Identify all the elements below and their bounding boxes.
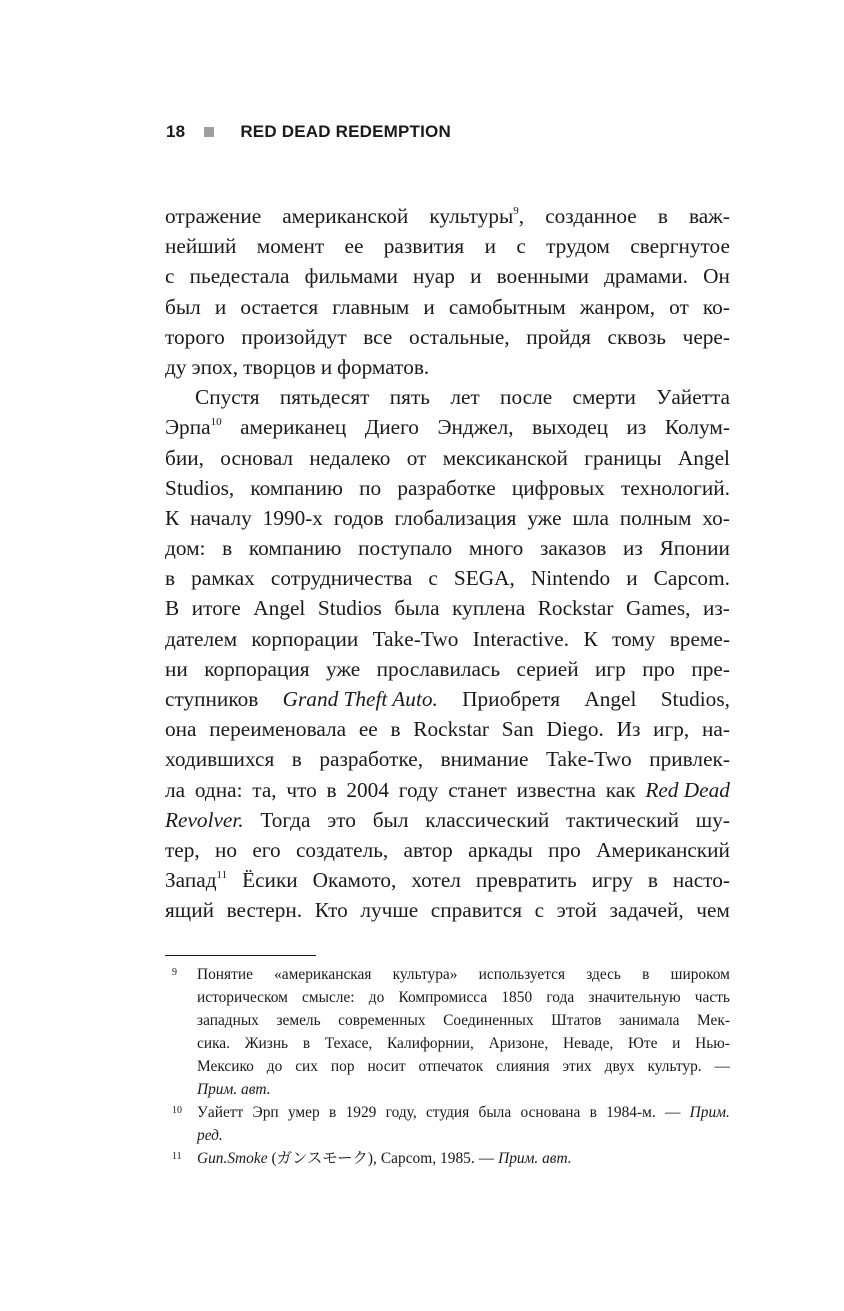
word: лет xyxy=(450,385,480,410)
word: Спустя xyxy=(195,385,260,410)
word: (ガンスモーク), xyxy=(271,1150,377,1167)
word: пять xyxy=(389,385,430,410)
word: корпорация xyxy=(204,656,310,681)
word: ступников xyxy=(165,687,259,711)
word: драмами. xyxy=(604,264,688,289)
word: и xyxy=(214,294,227,319)
word: из xyxy=(626,415,647,440)
text-line xyxy=(165,684,730,714)
word: границы xyxy=(584,445,662,470)
text-line xyxy=(165,744,730,774)
word: сквозь xyxy=(607,324,667,349)
word: Take-Two xyxy=(372,626,459,651)
text-line xyxy=(165,201,730,231)
word: игр, xyxy=(653,717,690,742)
word: одна: xyxy=(194,777,243,802)
word: шу- xyxy=(695,807,730,832)
text-line xyxy=(165,624,730,654)
footnote-10 xyxy=(165,1101,730,1147)
word: на- xyxy=(702,717,730,742)
word: земель xyxy=(276,1012,321,1029)
running-head xyxy=(166,122,451,142)
word: технологий. xyxy=(620,475,730,500)
word: Штатов xyxy=(551,1012,602,1029)
word: нейший xyxy=(165,234,237,259)
word: была xyxy=(394,596,440,621)
word: — xyxy=(664,1104,681,1121)
word: часть xyxy=(694,989,730,1006)
word: Angel xyxy=(253,596,306,621)
word: сика. xyxy=(197,1035,230,1052)
word: пор xyxy=(330,1058,355,1075)
word: — xyxy=(478,1150,495,1167)
word: Rockstar xyxy=(537,596,614,621)
word: 1984-м. xyxy=(606,1104,656,1121)
text-line xyxy=(165,593,730,623)
word: компанию xyxy=(248,536,342,561)
word: известна xyxy=(516,777,596,802)
word: Games, xyxy=(625,596,691,621)
word: американской xyxy=(282,204,409,228)
word: историческом xyxy=(197,989,288,1006)
word: К xyxy=(165,505,180,530)
word: Прим. авт. xyxy=(197,1081,271,1098)
word: Аризоне, xyxy=(488,1035,549,1052)
word: момент xyxy=(256,234,325,259)
word: Studios, xyxy=(660,687,730,711)
word: важ- xyxy=(688,204,730,228)
word: 1985. xyxy=(440,1150,475,1167)
word: эпох, xyxy=(191,354,239,379)
word: выходец xyxy=(532,415,609,440)
text-line xyxy=(165,563,730,593)
footnote-line xyxy=(197,963,730,986)
footnote-line xyxy=(197,986,730,1009)
word: автор xyxy=(403,837,453,862)
word: Окамото, xyxy=(312,868,397,893)
word: глобализация xyxy=(394,505,517,530)
footnote-number: 10 xyxy=(172,1105,182,1116)
word: та, xyxy=(252,777,277,802)
word: Мексико xyxy=(197,1058,254,1075)
word: вестерн. xyxy=(226,898,303,923)
word: ее xyxy=(358,717,378,742)
word: с xyxy=(534,898,545,923)
word: культур. xyxy=(647,1058,702,1075)
word: американец xyxy=(240,415,347,440)
word: с xyxy=(516,234,526,259)
word: Мек- xyxy=(697,1012,730,1029)
word: Gun.Smoke xyxy=(197,1150,268,1167)
word: годов xyxy=(333,505,384,530)
word: цифровых xyxy=(511,475,605,500)
text-line xyxy=(165,412,730,442)
text-line xyxy=(165,443,730,473)
word: много xyxy=(468,536,524,561)
word: Жизнь xyxy=(244,1035,289,1052)
text-line xyxy=(165,322,730,352)
word: в xyxy=(302,1035,311,1052)
word: Уайетт xyxy=(197,1104,244,1121)
page-number: 18 xyxy=(166,122,186,141)
word: ла xyxy=(165,777,186,802)
word: используется xyxy=(478,966,566,983)
word: Grand Theft Auto. xyxy=(282,687,438,711)
word: году, xyxy=(385,1104,417,1121)
word: основана xyxy=(520,1104,581,1121)
word: лучше xyxy=(360,898,419,923)
word: жанром, xyxy=(579,294,656,319)
word: Колум- xyxy=(664,415,730,440)
word: ду xyxy=(165,354,187,379)
word: слияния xyxy=(496,1058,550,1075)
word: военными xyxy=(496,264,589,289)
word: Неваде, xyxy=(562,1035,614,1052)
word: созданное xyxy=(545,204,637,228)
word: внимание xyxy=(440,747,529,772)
word: К xyxy=(583,626,598,651)
word: смерти xyxy=(572,385,636,410)
word: после xyxy=(500,385,553,410)
word: рамках xyxy=(191,566,255,591)
word: Тогда xyxy=(260,807,311,832)
word: все xyxy=(363,324,393,349)
word: создатель, xyxy=(295,837,389,862)
footnote-11 xyxy=(165,1147,730,1170)
word: Diego. xyxy=(546,717,604,742)
word: двух xyxy=(604,1058,635,1075)
word: корпорации xyxy=(251,626,359,651)
word: в xyxy=(326,777,337,802)
word: Revolver. xyxy=(165,807,244,832)
word: сотрудничества xyxy=(270,566,413,591)
word: его xyxy=(252,837,281,862)
word: В xyxy=(165,596,180,621)
footnote-number: 9 xyxy=(172,967,177,978)
footnote-line xyxy=(197,1101,730,1124)
word: превратить xyxy=(475,868,577,893)
word: дом: xyxy=(165,536,206,561)
footnote-9 xyxy=(165,963,730,1101)
text-line xyxy=(165,473,730,503)
text-line xyxy=(165,261,730,291)
word: «американская xyxy=(274,966,372,983)
word: сих xyxy=(295,1058,318,1075)
word: классический xyxy=(425,807,550,832)
word: пятьдесят xyxy=(279,385,370,410)
word: трудом xyxy=(546,234,610,259)
word: задачей, xyxy=(609,898,684,923)
word: недалеко xyxy=(309,445,391,470)
word: Кто xyxy=(314,898,348,923)
word: ко- xyxy=(702,294,730,319)
word: пройдя xyxy=(526,324,591,349)
word: смысле: xyxy=(302,989,355,1006)
main-text xyxy=(165,201,730,926)
word: фильмами xyxy=(304,264,398,289)
word: 1929 xyxy=(345,1104,377,1121)
word: Японии xyxy=(659,536,730,561)
word: основал xyxy=(220,445,294,470)
word: но xyxy=(215,837,238,862)
word: Studios, xyxy=(165,475,235,500)
text-line xyxy=(165,292,730,322)
word: поступало xyxy=(358,536,453,561)
word: заказов xyxy=(539,536,607,561)
word: пре- xyxy=(691,656,730,681)
word: Interactive. xyxy=(472,626,570,651)
word: умер xyxy=(287,1104,320,1121)
word: ящий xyxy=(165,898,214,923)
word: культура» xyxy=(392,966,458,983)
word: Прим. xyxy=(689,1104,730,1121)
word: в xyxy=(589,1104,597,1121)
text-line xyxy=(165,775,730,805)
word: западных xyxy=(197,1012,259,1029)
word: в xyxy=(390,717,401,742)
word: SEGA, xyxy=(453,566,515,591)
word: прославилась xyxy=(376,656,501,681)
word: была xyxy=(478,1104,512,1121)
text-line xyxy=(165,895,730,925)
word: Уайетта xyxy=(656,385,730,410)
word: станет xyxy=(448,777,507,802)
footnote-number: 11 xyxy=(172,1151,182,1162)
footnote-line xyxy=(197,1032,730,1055)
word: Capcom. xyxy=(653,566,730,591)
text-line xyxy=(165,865,730,895)
word: и xyxy=(470,264,482,289)
word: тому xyxy=(612,626,656,651)
word: был xyxy=(165,294,201,319)
word: — xyxy=(714,1058,730,1075)
word: торого xyxy=(165,324,225,349)
word: форматов. xyxy=(337,354,430,379)
word: серией xyxy=(516,656,579,681)
word: Эрпа$^{10}$ xyxy=(165,415,222,440)
word: разработке xyxy=(397,475,496,500)
word: Ёсики xyxy=(242,868,298,893)
footnote-divider xyxy=(165,955,316,956)
text-line xyxy=(165,714,730,744)
word: тактический xyxy=(565,807,680,832)
word: разработке, xyxy=(319,747,424,772)
word: и xyxy=(423,294,435,319)
footnote-line xyxy=(197,1055,730,1078)
word: как xyxy=(605,777,636,802)
word: переименовала xyxy=(209,717,347,742)
word: Компромисса xyxy=(398,989,488,1006)
word: занимала xyxy=(619,1012,680,1029)
word: Диего xyxy=(364,415,419,440)
word: Понятие xyxy=(197,966,253,983)
word: 2004 xyxy=(346,777,389,802)
footnote-line xyxy=(197,1078,730,1101)
word: из- xyxy=(703,596,730,621)
word: студия xyxy=(425,1104,470,1121)
word: по xyxy=(359,475,382,500)
word: в xyxy=(647,868,658,893)
word: началу xyxy=(190,505,252,530)
word: развития xyxy=(383,234,465,259)
word: остается xyxy=(240,294,319,319)
word: этой xyxy=(556,898,597,923)
text-line xyxy=(165,352,730,382)
word: хо- xyxy=(702,505,730,530)
word: самобытным xyxy=(448,294,566,319)
word: 1850 xyxy=(501,989,533,1006)
word: Нью- xyxy=(695,1035,730,1052)
word: ее xyxy=(344,234,364,259)
word: пьедестала xyxy=(189,264,290,289)
word: про xyxy=(642,656,675,681)
word: в xyxy=(329,1104,337,1121)
word: творцов xyxy=(243,354,316,379)
word: справится xyxy=(430,898,523,923)
text-line xyxy=(165,382,730,412)
word: был xyxy=(372,807,409,832)
word: игру xyxy=(591,868,633,893)
word: Nintendo xyxy=(530,566,611,591)
word: здесь xyxy=(586,966,621,983)
word: Capcom, xyxy=(380,1150,437,1167)
word: до xyxy=(368,989,385,1006)
word: и xyxy=(320,354,333,379)
word: носит xyxy=(367,1058,406,1075)
word: нуар xyxy=(413,264,455,289)
word: что xyxy=(286,777,317,802)
word: в xyxy=(291,747,302,772)
word: уже xyxy=(325,656,361,681)
word: с xyxy=(428,566,438,591)
word: она xyxy=(165,717,197,742)
word: Angel xyxy=(584,687,637,711)
word: Техасе, xyxy=(324,1035,373,1052)
word: дателем xyxy=(165,626,238,651)
word: компанию xyxy=(250,475,343,500)
word: главным xyxy=(332,294,410,319)
word: года xyxy=(546,989,575,1006)
word: от xyxy=(669,294,689,319)
word: до xyxy=(266,1058,283,1075)
word: хотел xyxy=(411,868,461,893)
footnote-line xyxy=(197,1147,730,1170)
word: 1990-х xyxy=(262,505,323,530)
word: ходившихся xyxy=(165,747,275,772)
word: от xyxy=(406,445,427,470)
word: Соединенных xyxy=(443,1012,534,1029)
word: чем xyxy=(696,898,730,923)
word: шла xyxy=(572,505,609,530)
word: Studios xyxy=(317,596,382,621)
word: Из xyxy=(616,717,641,742)
word: привлек- xyxy=(649,747,730,772)
footnotes xyxy=(165,963,730,1170)
book-title: RED DEAD REDEMPTION xyxy=(240,122,451,141)
word: Юте xyxy=(628,1035,658,1052)
text-line xyxy=(165,654,730,684)
word: тер, xyxy=(165,837,200,862)
text-line xyxy=(165,503,730,533)
word: из xyxy=(622,536,643,561)
word: Калифорнии, xyxy=(387,1035,474,1052)
word: аркады xyxy=(468,837,533,862)
word: свергнутое xyxy=(630,234,730,259)
word: мексиканской xyxy=(442,445,568,470)
word: произойдут xyxy=(241,324,347,349)
word: с xyxy=(165,264,175,289)
footnote-line xyxy=(197,1124,730,1147)
word: этих xyxy=(562,1058,592,1075)
word: бии, xyxy=(165,445,204,470)
word: Он xyxy=(703,264,730,289)
word: значительную xyxy=(588,989,681,1006)
word: в xyxy=(642,966,650,983)
word: и xyxy=(672,1035,681,1052)
word: ни xyxy=(165,656,188,681)
word: остальные, xyxy=(408,324,510,349)
word: Эрп xyxy=(252,1104,279,1121)
word: време- xyxy=(669,626,730,651)
word: это xyxy=(327,807,356,832)
word: про xyxy=(548,837,581,862)
word: San xyxy=(501,717,534,742)
word: ред. xyxy=(197,1127,223,1144)
word: в xyxy=(165,566,176,591)
word: культуры$^9$, xyxy=(429,204,525,228)
word: в xyxy=(657,204,668,228)
word: уже xyxy=(527,505,562,530)
text-line xyxy=(165,805,730,835)
word: и xyxy=(626,566,638,591)
text-line xyxy=(165,835,730,865)
word: Американский xyxy=(596,837,730,862)
word: насто- xyxy=(672,868,730,893)
word: современных xyxy=(338,1012,426,1029)
word: году xyxy=(398,777,439,802)
word: Rockstar xyxy=(413,717,490,742)
word: отражение xyxy=(165,204,262,228)
word: и xyxy=(484,234,496,259)
word: итоге xyxy=(191,596,241,621)
word: чере- xyxy=(682,324,730,349)
word: широком xyxy=(670,966,730,983)
word: Прим. авт. xyxy=(498,1150,572,1167)
word: в xyxy=(222,536,233,561)
word: игр xyxy=(595,656,626,681)
word: Angel xyxy=(677,445,730,470)
word: куплена xyxy=(452,596,526,621)
word: отпечаток xyxy=(418,1058,484,1075)
square-ornament-icon xyxy=(204,127,214,137)
footnote-line xyxy=(197,1009,730,1032)
word: Take-Two xyxy=(545,747,632,772)
text-line xyxy=(165,231,730,261)
text-line xyxy=(165,533,730,563)
word: Приобретя xyxy=(462,687,560,711)
word: полным xyxy=(619,505,692,530)
word: Red Dead xyxy=(645,777,730,802)
word: Запад$^{11}$ xyxy=(165,868,228,893)
word: Энджел, xyxy=(437,415,514,440)
